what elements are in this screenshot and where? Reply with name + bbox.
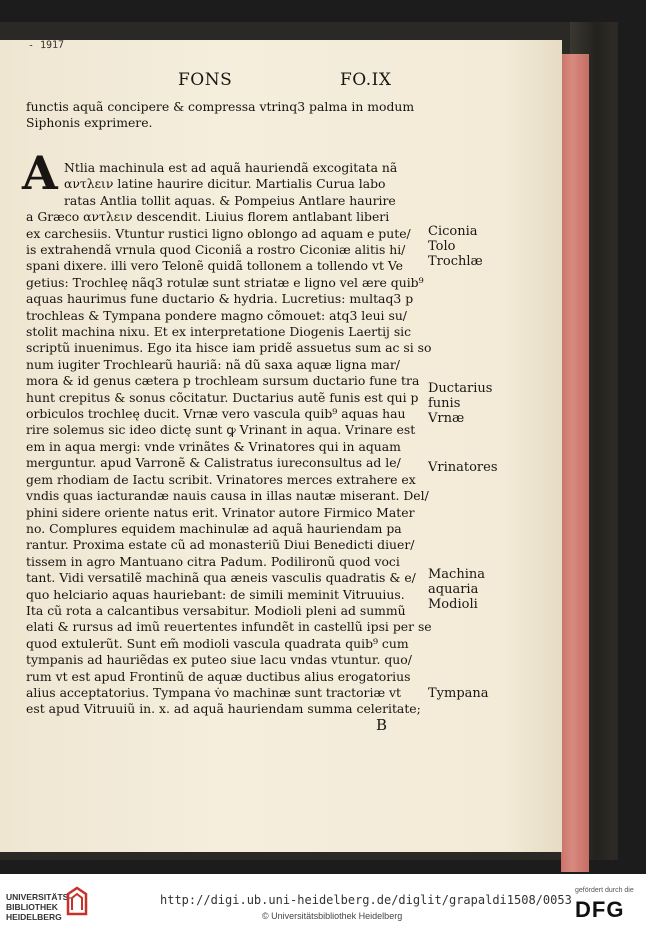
text-line: getius: Trochleę nãq3 rotulæ sunt striatæ e ligno vel ære quib⁹ (26, 274, 424, 290)
text-line: tympanis ad hauriẽdas ex puteo siue lacu vndas vtuntur. quo/ (26, 652, 412, 668)
text-line: em in aqua mergi: vnde vrinãtes & Vrinatores qui in aquam (26, 438, 401, 454)
body-text-continued (26, 192, 432, 718)
margin-word: Modioli (428, 597, 478, 612)
text-line: num iugiter Trochlearũ hauriã: nã dũ saxa aquæ ligna mar/ (26, 356, 400, 372)
copyright-notice: © Universitätsbibliothek Heidelberg (262, 911, 403, 921)
running-head-right: FO.IX (340, 70, 392, 90)
margin-word: Trochlæ (428, 254, 483, 269)
margin-word: aquaria (428, 582, 479, 597)
text-line: stolit machina nixu. Et ex interpretatione Diogenis Laertij sic (26, 324, 412, 340)
margin-word: Ductarius (428, 381, 493, 396)
text-line: orbiculos trochleę ducit. Vrnæ vero vascula quib⁹ aquas hau (26, 406, 406, 422)
margin-word: Machina (428, 567, 485, 582)
text-line: ratas Antlia tollit aquas. & Pompeius Antlare haurire (64, 192, 396, 208)
margin-word: Tolo (428, 239, 456, 254)
page-red-edge (561, 54, 589, 872)
text-line: trochleas & Tympana pondere magno cõmouet: atq3 leui su/ (26, 307, 407, 323)
intro-text (26, 99, 426, 132)
margin-note-1 (428, 224, 548, 269)
margin-note-2 (428, 381, 548, 426)
uni-line: HEIDELBERG (6, 912, 62, 922)
text-line: no. Complures equidem machinulæ ad aquã hauriendam pa (26, 520, 402, 536)
uni-line: UNIVERSITÄTS- (6, 892, 72, 902)
margin-word: Vrinatores (428, 460, 498, 475)
dfg-logo[interactable]: DFG (575, 897, 625, 922)
decorated-initial: A (22, 146, 58, 200)
margin-note-5 (428, 686, 548, 701)
text-line: tant. Vidi versatilẽ machinã qua æneis vasculis quadratis & e/ (26, 570, 416, 586)
text-line: scriptũ inuenimus. Ego ita hisce iam pridẽ assuetus sum ac si so (26, 340, 432, 356)
shelfmark: - 1917 (27, 39, 65, 52)
text-line: vndis quas iacturandæ nauis causa in illas nautæ miserant. Del/ (26, 488, 429, 504)
text-line: Ntlia machinula est ad aquã hauriendã excogitata nã (64, 160, 398, 175)
margin-word: funis (428, 396, 461, 411)
text-line: quo helciario aquas hauriebant: de simili meminit Vitruuius. (26, 586, 405, 602)
university-seal-icon (66, 886, 88, 916)
margin-word: Ciconia (428, 224, 478, 239)
margin-word: Tympana (428, 686, 489, 701)
text-line: quod extulerũt. Sunt em̃ modioli vascula quadrata quib⁹ cum (26, 635, 409, 651)
text-line: ex carchesiis. Vtuntur rustici ligno oblongo ad aquam e pute/ (26, 225, 411, 241)
signature-mark: B (376, 716, 388, 734)
text-line: is extrahendã vrnula quod Ciconiã a rostro Ciconiæ alitis hi/ (26, 242, 406, 258)
text-line: aquas haurimus fune ductario & hydria. Lucretius: multaq3 p (26, 291, 414, 307)
margin-note-4 (428, 567, 548, 612)
text-line: alius acceptatorius. Tympana v̇o machinæ sunt tractoriæ vt (26, 684, 402, 700)
text-line: rire solemus sic ideo dictę sunt ꝙ Vrinant in aqua. Vrinare est (26, 422, 416, 438)
text-line: rum vt est apud Frontinũ de aquæ ductibus alius erogatorius (26, 668, 411, 684)
text-line: αντλειν latine haurire dicitur. Martialis Curua labo (64, 176, 386, 192)
text-line: spani dixere. illi vero Telonẽ quidã tollonem a tollendo vt Ve (26, 258, 404, 274)
running-head-left: FONS (178, 70, 233, 90)
text-line: tissem in agro Mantuano citra Padum. Podilironũ quod voci (26, 553, 400, 569)
text-line: phini sidere oriente natus erit. Vrinator autore Firmico Mater (26, 504, 415, 520)
permalink-url[interactable]: http://digi.ub.uni-heidelberg.de/diglit/grapaldi1508/0053 (160, 893, 572, 907)
text-line: Ita cũ rota a calcantibus versabitur. Modioli pleni ad summũ (26, 602, 406, 618)
funded-by-label: gefördert durch die (575, 887, 634, 894)
text-line: a Græco αντλειν descendit. Liuius florem antlabant liberi (26, 209, 390, 225)
text-line: hunt crepitus & sonus cõcitatur. Ductarius autẽ funis est qui p (26, 389, 419, 405)
uni-line: BIBLIOTHEK (6, 902, 58, 912)
text-line: Siphonis exprimere. (26, 115, 153, 131)
text-line: merguntur. apud Varronẽ & Calistratus iureconsultus ad le/ (26, 455, 401, 471)
text-line: functis aquã concipere & compressa vtrinq3 palma in modum (26, 99, 415, 114)
text-line: elati & rursus ad imũ reuertentes infundẽt in castellũ ipsi per se (26, 619, 432, 635)
body-text (64, 160, 424, 193)
text-line: rantur. Proxima estate cũ ad monasteriũ Diui Benedicti diuer/ (26, 537, 415, 553)
margin-word: Vrnæ (428, 411, 465, 426)
text-line: mora & id genus cætera p trochleam sursum ductario fune tra (26, 373, 420, 389)
margin-note-3 (428, 460, 548, 475)
text-line: gem rhodiam de Iactu scribit. Vrinatores merces extrahere ex (26, 471, 416, 487)
text-line: est apud Vitruuiũ in. x. ad aquã hauriendam summa celeritate; (26, 701, 421, 717)
